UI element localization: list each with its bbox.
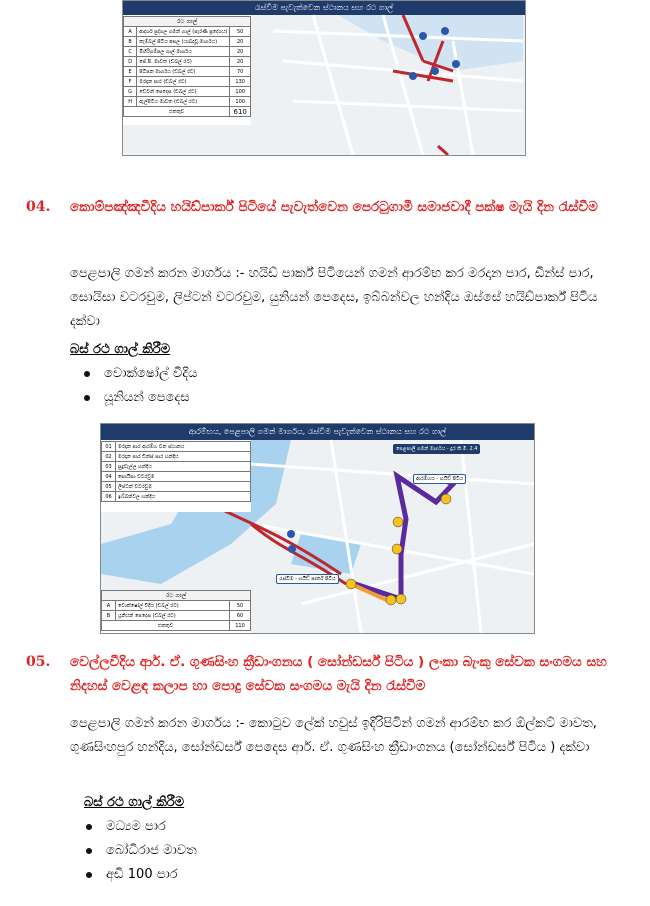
section-5-heading [26,650,626,698]
table-row: A ආදර්ශ පුද්ගල ගමන් ගාල් (පැරණි ප්‍රදේශය) 50 [124,27,251,37]
bus-park-list [84,815,197,887]
table-row: H ඇල්පිටිය මාවත (ඩබල් රට) 100 [124,97,251,107]
route-paragraph: පෙළපාලි ගමන් කරන මාර්ගය :- හයිඩ් පාර්ක් පිටියෙන් ගමන් ආරම්භ කර මරදාන පාර, ඩීන්ස් පාර, සොයිසා වටරවුම, ලිප්ටන් වටරවුම, යුනියන් පෙදෙස, ඉබ්බන්වල හන්දිය ඔස්සේ හයිඩ්පාර්ක් පිටිය දක්වා [70,266,598,329]
map-title: ආරම්භය, පෙළපාලි ගමන් මාර්ගය, රැස්වීම පැවැත්වෙන ස්ථානය සහ රථ ගාල් [101,424,534,440]
table-row: 01 මරදාන පාර ආරම්භ වන ස්ථානය [102,442,251,452]
table-row: 05 ලිප්ටන් වටරවුම [102,482,251,492]
table-row: B කැම්බල් පිටිය අසල (යාබදවූ මාර්ගය) 20 [124,37,251,47]
list-item: අඩි 100 පාර [84,863,197,887]
table-row: D ජේ.පී. මාවත (ඩබල් රට) 20 [124,57,251,67]
bus-park-heading: බස් රථ ගාල් කිරීම [84,795,185,810]
start-point-label: ආරම්භය - හයිඩ් පිටිය [413,474,466,484]
venue-label: රැස්වීම - හයිඩ් පාර්ක් පිටිය [276,574,339,584]
list-item: යූනියන් පෙදෙස [82,386,197,410]
route-paragraph: පෙළපාලි ගමන් කරන මාර්ගය :- කොටුව ලේක් හවුස් ඉදිරිපිටින් ගමන් ආරම්භ කර ඕල්කට් මාවත, ගුණසිංහපුර හන්දිය, සෝන්ඩර්ස් පෙදෙස ආර්. ඒ. ගුණසිංහ ක්‍රීඩාංගනය (සෝන්ඩර්ස් පිටිය ) දක්වා [70,716,597,755]
table-header: රථ ගාල් [102,591,251,601]
table-row: E පිටිපන මාර්ගය (ඩබල් රට) 70 [124,67,251,77]
table-row: 02 මරදාන පාර ඩීන්ස් පාර හන්දිය [102,452,251,462]
parking-table-1 [123,16,251,117]
table-row: 03 සුදුවැල්ල හන්දිය [102,462,251,472]
map-image-1 [122,0,526,156]
bus-park-list [82,362,197,410]
map-image-2 [100,423,535,634]
table-row: C මිහිරිගම්පල ගාල් මාර්ගය 20 [124,47,251,57]
bus-park-heading: බස් රථ ගාල් කිරීම [70,342,171,357]
list-item: මධ්‍යම පාර [84,815,197,839]
table-row: G ඩෙවන් පෙදෙස (ඩබල් රට) 100 [124,87,251,97]
table-row: 04 සොයිසා වටරවුම [102,472,251,482]
table-row: A වොක්ෂෝල් වීදිය (ඩබල් රට) 50 [102,601,251,611]
table-row: B යූනියන් පෙදෙස (ඩබල් රට) 60 [102,611,251,621]
table-row: F මරදාන පාර (ඩබල් රට) 130 [124,77,251,87]
list-item: වොක්ෂෝල් වීදිය [82,362,197,386]
route-table [101,441,251,502]
section-title: වෙල්ලවීදිය ආර්. ඒ. ගුණසිංහ ක්‍රීඩාංගනය ( සෝන්ඩර්ස් පිටිය ) ලංකා බැංකු සේවක සංගමය සහ නිදහස් වෙළඳ කලාප හා පොදු සේවක සංගමය මැයි දින රැස්වීම [70,654,607,694]
list-item: බෝධිරාජ මාවත [84,839,197,863]
route-distance-label: පෙළපාලි ගමන් මාර්ගය - දුර කි.මී. 2.4 [393,444,480,454]
table-header: රථ ගාල් [124,17,251,27]
section-number: 04. [26,199,51,215]
map-title: රැස්වීම පැවැත්වෙන ස්ථානය සහ රථ ගාල් [123,1,525,15]
table-total-row: එකතුව 610 [124,107,251,117]
section-4-heading [26,195,626,243]
section-number: 05. [26,654,51,670]
table-total-row: එකතුව 110 [102,621,251,631]
section-title: කොම්පඤ්ඤවීදිය හයිඩ්පාර්ක් පිටියේ පැවැත්වෙන පෙරටුගාමී සමාජවාදී පක්ෂ මැයි දින රැස්වීම [70,199,598,215]
table-row: 06 ඉබ්බන්වල හන්දිය [102,492,251,502]
parking-table-2 [101,590,251,631]
